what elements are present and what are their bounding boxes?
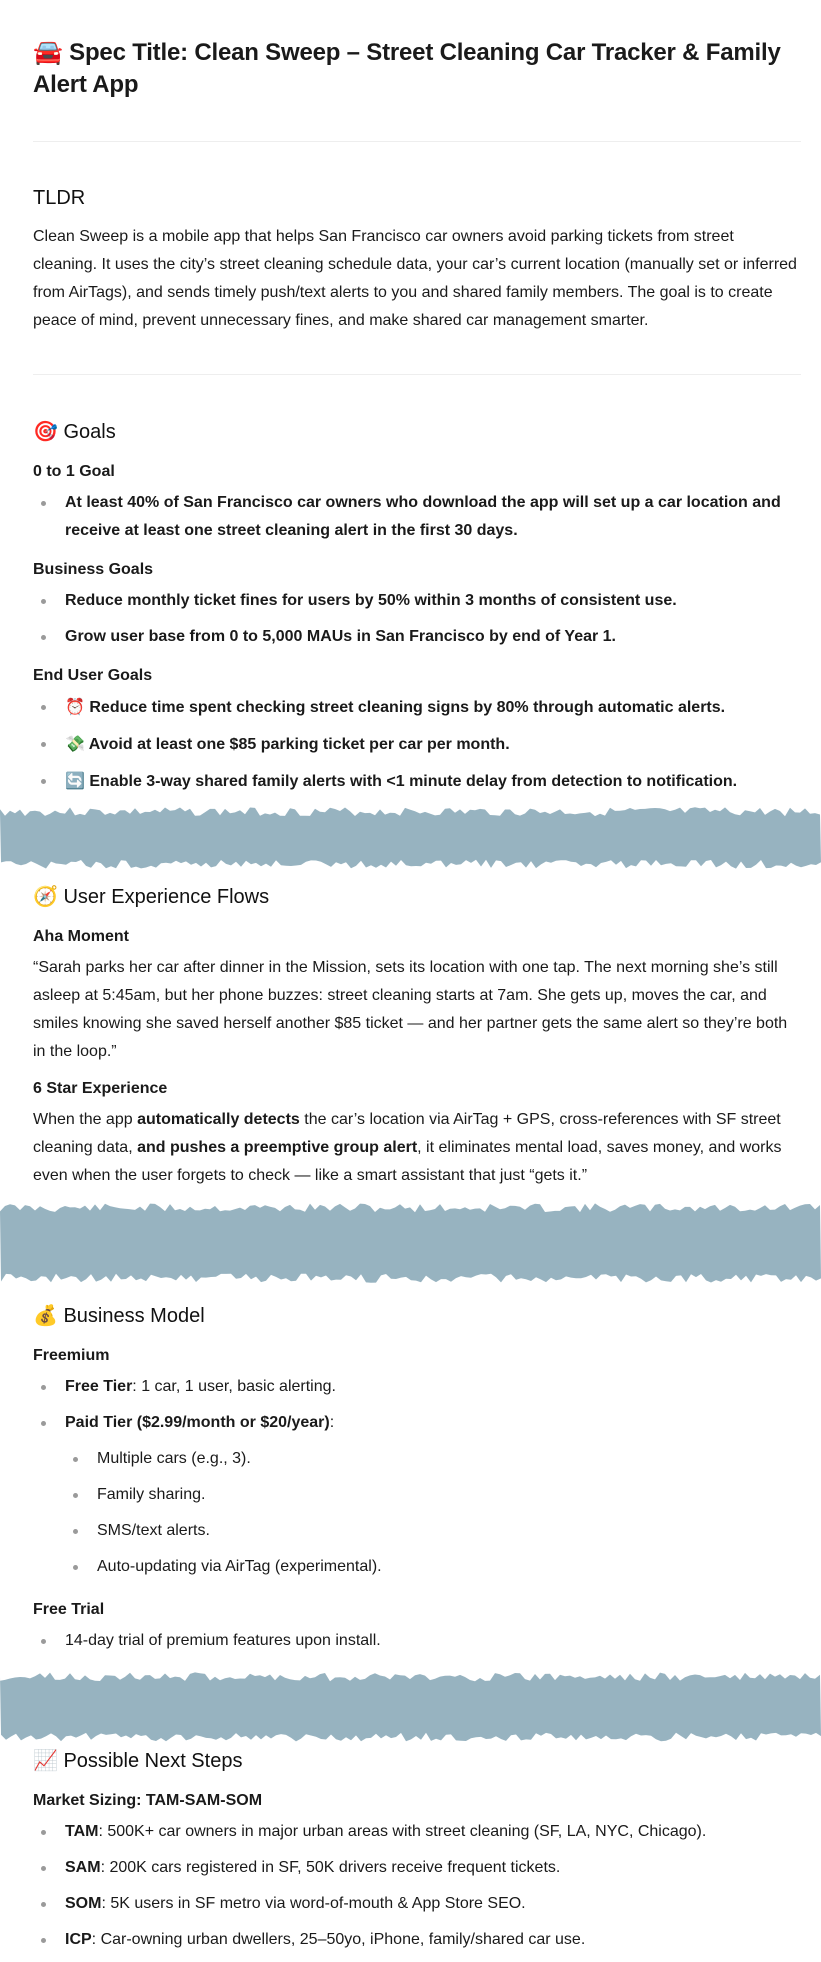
chart-increasing-icon: 📈 <box>33 1748 58 1772</box>
list-item: SOM: 5K users in SF metro via word-of-mouth & App Store SEO. <box>33 1890 801 1918</box>
list-item: Family sharing. <box>33 1481 801 1509</box>
zero-to-one-heading: 0 to 1 Goal <box>33 463 115 480</box>
list-item: 14-day trial of premium features upon install. <box>33 1627 801 1655</box>
market-sizing-heading: Market Sizing: TAM-SAM-SOM <box>33 1792 263 1809</box>
refresh-arrows-icon: 🔄 <box>65 771 85 790</box>
business-model-section <box>33 1302 801 1655</box>
list-item: 🔄 Enable 3-way shared family alerts with <1 minute delay from detection to notification. <box>33 767 801 796</box>
market-sizing-list <box>33 1818 801 1954</box>
title-section <box>33 36 801 101</box>
list-item: Grow user base from 0 to 5,000 MAUs in San Francisco by end of Year 1. <box>33 623 801 651</box>
six-star-body: When the app automatically detects the car’s location via AirTag + GPS, cross-references with SF street cleaning data, and pushes a preemptive group alert, it eliminates mental load, saves money, and works even when the user forgets to check — like a smart assistant that just “gets it.” <box>33 1111 782 1184</box>
list-item: SMS/text alerts. <box>33 1517 801 1545</box>
money-wings-icon: 💸 <box>65 734 85 753</box>
paid-tier-list <box>33 1445 801 1581</box>
torn-separator <box>0 800 821 876</box>
divider <box>33 141 801 142</box>
compass-icon: 🧭 <box>33 884 58 908</box>
list-item: Free Tier: 1 car, 1 user, basic alerting. <box>33 1373 801 1401</box>
six-star-heading: 6 Star Experience <box>33 1080 168 1097</box>
list-item: 💸 Avoid at least one $85 parking ticket per car per month. <box>33 730 801 759</box>
freemium-list <box>33 1373 801 1437</box>
list-item: ⏰ Reduce time spent checking street cleaning signs by 80% through automatic alerts. <box>33 693 801 722</box>
ux-heading: 🧭 User Experience Flows <box>33 884 270 908</box>
torn-shape <box>0 1665 821 1749</box>
aha-moment-heading: Aha Moment <box>33 928 129 945</box>
tldr-heading: TLDR <box>33 187 86 209</box>
car-icon: 🚘 <box>33 38 63 66</box>
aha-moment-body: “Sarah parks her car after dinner in the Mission, sets its location with one tap. The next morning she’s still asleep at 5:45am, but her phone buzzes: street cleaning starts at 7am. She gets up, moves the car, and smiles knowing she saved herself another $85 ticket — and her partner gets the same alert so they’re both in the loop.” <box>33 959 788 1060</box>
free-trial-list <box>33 1627 801 1655</box>
alarm-clock-icon: ⏰ <box>65 697 85 716</box>
list-item: SAM: 200K cars registered in SF, 50K drivers receive frequent tickets. <box>33 1854 801 1882</box>
torn-separator <box>0 1665 821 1749</box>
goals-section <box>33 418 801 796</box>
torn-shape <box>0 1196 821 1290</box>
free-trial-heading: Free Trial <box>33 1601 105 1618</box>
zero-to-one-list <box>33 489 801 545</box>
list-item: Reduce monthly ticket fines for users by 50% within 3 months of consistent use. <box>33 587 801 615</box>
list-item: Auto-updating via AirTag (experimental). <box>33 1553 801 1581</box>
list-item: TAM: 500K+ car owners in major urban areas with street cleaning (SF, LA, NYC, Chicago). <box>33 1818 801 1846</box>
list-item: At least 40% of San Francisco car owners who download the app will set up a car location and receive at least one street cleaning alert in the first 30 days. <box>33 489 801 545</box>
list-item: ICP: Car-owning urban dwellers, 25–50yo, iPhone, family/shared car use. <box>33 1926 801 1954</box>
tldr-body: Clean Sweep is a mobile app that helps San Francisco car owners avoid parking tickets from street cleaning. It uses the city’s street cleaning schedule data, your car’s current location (manually set or inferred from AirTags), and sends timely push/text alerts to you and shared family members. The goal is to create peace of mind, prevent unnecessary fines, and make shared car management smarter. <box>33 228 797 329</box>
page-title: 🚘 Spec Title: Clean Sweep – Street Cleaning Car Tracker & Family Alert App <box>33 38 781 98</box>
target-icon: 🎯 <box>33 419 58 443</box>
next-steps-section <box>33 1747 801 1954</box>
business-model-heading: 💰 Business Model <box>33 1303 205 1327</box>
goals-heading: 🎯 Goals <box>33 419 116 443</box>
business-goals-heading: Business Goals <box>33 561 154 578</box>
divider <box>33 374 801 375</box>
freemium-heading: Freemium <box>33 1347 110 1364</box>
end-user-goals-heading: End User Goals <box>33 667 153 684</box>
torn-shape <box>0 800 821 876</box>
end-user-goals-list <box>33 693 801 796</box>
tldr-section <box>33 185 801 335</box>
list-item: Paid Tier ($2.99/month or $20/year): <box>33 1409 801 1437</box>
ux-section <box>33 883 801 1190</box>
next-steps-heading: 📈 Possible Next Steps <box>33 1748 243 1772</box>
torn-separator <box>0 1196 821 1290</box>
list-item: Multiple cars (e.g., 3). <box>33 1445 801 1473</box>
money-bag-icon: 💰 <box>33 1303 58 1327</box>
business-goals-list <box>33 587 801 651</box>
